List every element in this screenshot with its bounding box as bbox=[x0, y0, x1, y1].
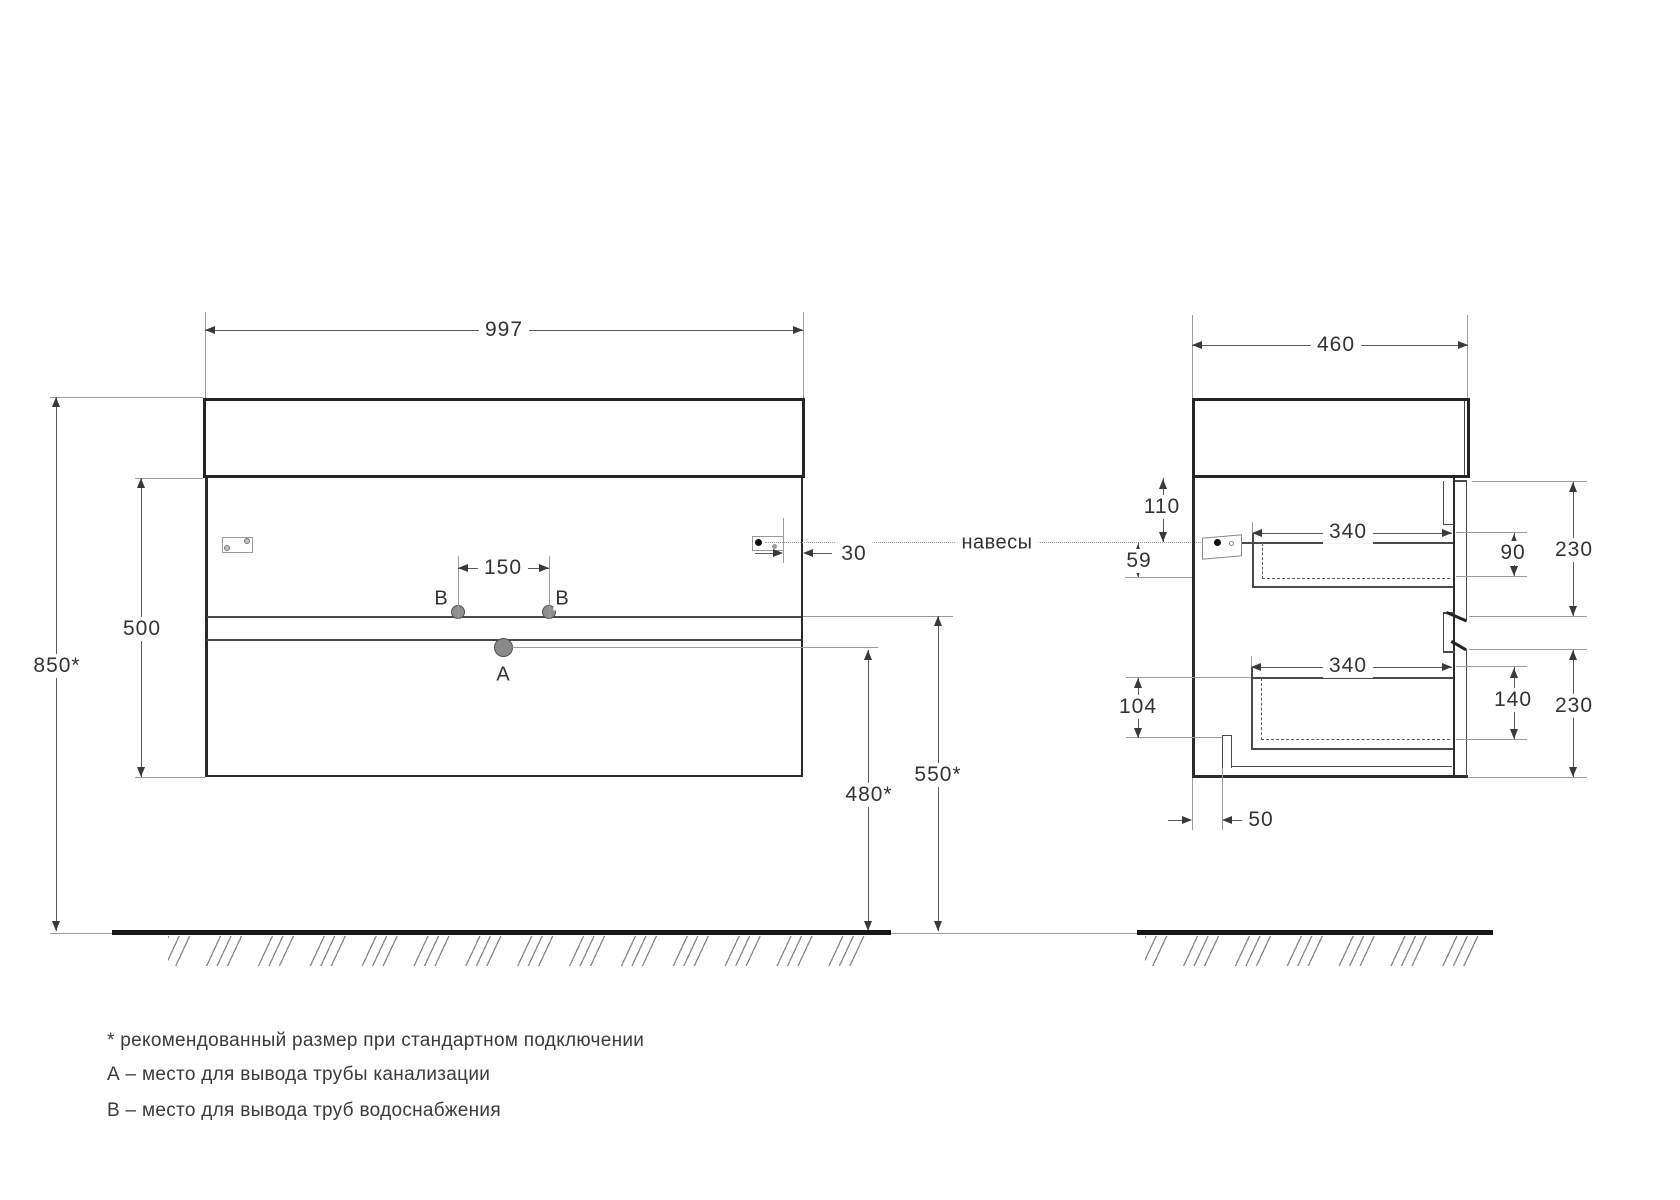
bracket-screw-icon bbox=[224, 545, 230, 551]
arrowhead bbox=[52, 921, 60, 931]
arrowhead bbox=[1192, 341, 1202, 349]
drawer2-bottom bbox=[1251, 748, 1453, 750]
ext-line bbox=[1467, 315, 1468, 398]
arrowhead bbox=[52, 397, 60, 407]
front-countertop bbox=[203, 398, 805, 478]
ext-line-water-level bbox=[803, 616, 953, 617]
floor-hatching bbox=[1145, 936, 1490, 966]
drawer1-hidden-bottom bbox=[1262, 578, 1450, 579]
callout-dotted-line bbox=[1037, 542, 1203, 543]
side-top-notch-line bbox=[1443, 524, 1454, 525]
dim-side-depth: 460 bbox=[1311, 333, 1361, 357]
drain-duct-line bbox=[1231, 735, 1232, 768]
arrowhead bbox=[458, 564, 468, 572]
floor-line-left bbox=[112, 930, 891, 935]
bracket-screw-icon bbox=[1229, 541, 1234, 546]
side-bottom-panel bbox=[1192, 775, 1468, 778]
dim-side-hanger-drop: 59 bbox=[1120, 549, 1157, 573]
bracket-pin-icon bbox=[755, 539, 762, 546]
side-handle-recess-line bbox=[1443, 612, 1444, 652]
arrowhead bbox=[1159, 532, 1167, 542]
arrowhead bbox=[1569, 482, 1577, 492]
ext-line bbox=[1456, 576, 1527, 577]
dim-side-drawer1-inner: 90 bbox=[1494, 541, 1531, 565]
front-body-bottom bbox=[205, 775, 803, 778]
dim-front-total-height: 850* bbox=[27, 654, 86, 678]
drain-hole bbox=[494, 638, 513, 657]
hanger-bracket-side bbox=[1202, 534, 1242, 559]
dim-front-hanger-offset: 30 bbox=[835, 542, 872, 566]
arrowhead bbox=[793, 326, 803, 334]
drawer1-bottom bbox=[1252, 586, 1453, 588]
hole-label-b-right: B bbox=[555, 587, 569, 610]
dim-front-body-height: 500 bbox=[117, 617, 167, 641]
hanger-offset-ext-line bbox=[783, 518, 784, 563]
legend-note-a: А – место для вывода трубы канализации bbox=[107, 1064, 491, 1085]
ext-line bbox=[1192, 315, 1193, 398]
ext-line bbox=[1456, 739, 1527, 740]
arrowhead bbox=[1510, 729, 1518, 739]
drawer1-left bbox=[1252, 533, 1254, 587]
side-front-slab-edge bbox=[1466, 480, 1468, 620]
ext-line bbox=[50, 397, 203, 398]
floor-ext-line bbox=[891, 933, 1137, 934]
arrowhead bbox=[1159, 479, 1167, 489]
side-front-slab-edge bbox=[1466, 649, 1468, 778]
dim-side-hanger-top: 110 bbox=[1138, 495, 1186, 519]
arrowhead bbox=[1510, 668, 1518, 678]
legend-note-asterisk: * рекомендованный размер при стандартном подключении bbox=[107, 1030, 645, 1051]
dim-side-drawer1-depth: 340 bbox=[1323, 520, 1373, 544]
dim-tail bbox=[1168, 820, 1183, 821]
ext-line bbox=[1126, 677, 1251, 678]
dim-side-plinth-notch: 50 bbox=[1242, 808, 1279, 832]
dim-side-bottom-offset: 104 bbox=[1113, 695, 1163, 719]
arrowhead bbox=[934, 921, 942, 931]
legend-note-b: В – место для вывода труб водоснабжения bbox=[107, 1100, 501, 1121]
arrowhead bbox=[864, 650, 872, 660]
arrowhead bbox=[1442, 529, 1452, 537]
floor-ext-line bbox=[50, 933, 112, 934]
dim-front-water-height: 550* bbox=[908, 763, 967, 787]
arrowhead bbox=[1251, 663, 1261, 671]
side-top-notch-line bbox=[1443, 481, 1444, 525]
dim-front-width: 997 bbox=[479, 318, 529, 342]
ext-line bbox=[1469, 616, 1587, 617]
ext-line bbox=[205, 312, 206, 398]
dim-front-holes-spacing: 150 bbox=[478, 556, 528, 580]
arrowhead bbox=[137, 767, 145, 777]
arrowhead bbox=[1569, 606, 1577, 616]
arrowhead bbox=[137, 478, 145, 488]
side-countertop-inner-line bbox=[1464, 401, 1465, 475]
arrowhead bbox=[205, 326, 215, 334]
arrowhead bbox=[539, 564, 549, 572]
ext-line bbox=[549, 556, 550, 619]
arrowhead bbox=[1569, 767, 1577, 777]
dim-side-front2-height: 230 bbox=[1549, 694, 1599, 718]
ext-line bbox=[1456, 666, 1527, 667]
side-countertop bbox=[1192, 398, 1470, 478]
drain-duct-line bbox=[1222, 735, 1232, 736]
ext-line bbox=[135, 478, 203, 479]
side-back-panel bbox=[1192, 478, 1195, 778]
bracket-screw-icon bbox=[244, 538, 250, 544]
drawer2-left bbox=[1251, 667, 1253, 750]
arrowhead bbox=[1222, 816, 1232, 824]
side-handle-recess-line bbox=[1443, 651, 1455, 653]
arrowhead bbox=[934, 616, 942, 626]
ext-line bbox=[1469, 777, 1587, 778]
arrowhead bbox=[1134, 678, 1142, 688]
bracket-pin-icon bbox=[1214, 539, 1221, 546]
arrowhead bbox=[1134, 728, 1142, 738]
drawer2-hidden-bottom bbox=[1261, 739, 1450, 740]
callout-label-hangers: навесы bbox=[955, 532, 1038, 555]
front-body-right bbox=[801, 478, 804, 777]
drawer2-hidden-edge bbox=[1261, 678, 1262, 740]
front-body-left bbox=[205, 478, 208, 777]
hole-label-a: A bbox=[496, 663, 510, 686]
dim-tail bbox=[755, 553, 774, 554]
ext-line bbox=[1125, 577, 1192, 578]
drain-duct-line bbox=[1231, 766, 1452, 767]
floor-line-right bbox=[1137, 930, 1493, 935]
drawer-front-chamfer bbox=[1446, 611, 1467, 622]
dim-side-drawer2-inner: 140 bbox=[1488, 688, 1538, 712]
arrowhead bbox=[1252, 529, 1262, 537]
dim-front-drain-height: 480* bbox=[839, 783, 898, 807]
dim-side-drawer2-depth: 340 bbox=[1323, 654, 1373, 678]
drawer1-hidden-edge bbox=[1262, 543, 1263, 579]
front-drawer-gap-top-line bbox=[207, 616, 801, 618]
dim-tail bbox=[813, 553, 832, 554]
drain-duct-line bbox=[1222, 735, 1223, 768]
dim-side-front1-height: 230 bbox=[1549, 538, 1599, 562]
arrowhead bbox=[1569, 650, 1577, 660]
arrowhead bbox=[803, 549, 813, 557]
arrowhead bbox=[1442, 663, 1452, 671]
arrowhead bbox=[1182, 816, 1192, 824]
ext-line-drain-level bbox=[512, 647, 878, 648]
hole-label-b-left: B bbox=[434, 587, 448, 610]
arrowhead bbox=[773, 549, 783, 557]
ext-line bbox=[135, 777, 205, 778]
side-carcass-front bbox=[1453, 478, 1455, 778]
ext-line bbox=[1192, 778, 1193, 830]
ext-line bbox=[803, 312, 804, 398]
floor-hatching bbox=[168, 936, 880, 966]
arrowhead bbox=[1510, 566, 1518, 576]
ext-line bbox=[1456, 532, 1527, 533]
arrowhead bbox=[1458, 341, 1468, 349]
